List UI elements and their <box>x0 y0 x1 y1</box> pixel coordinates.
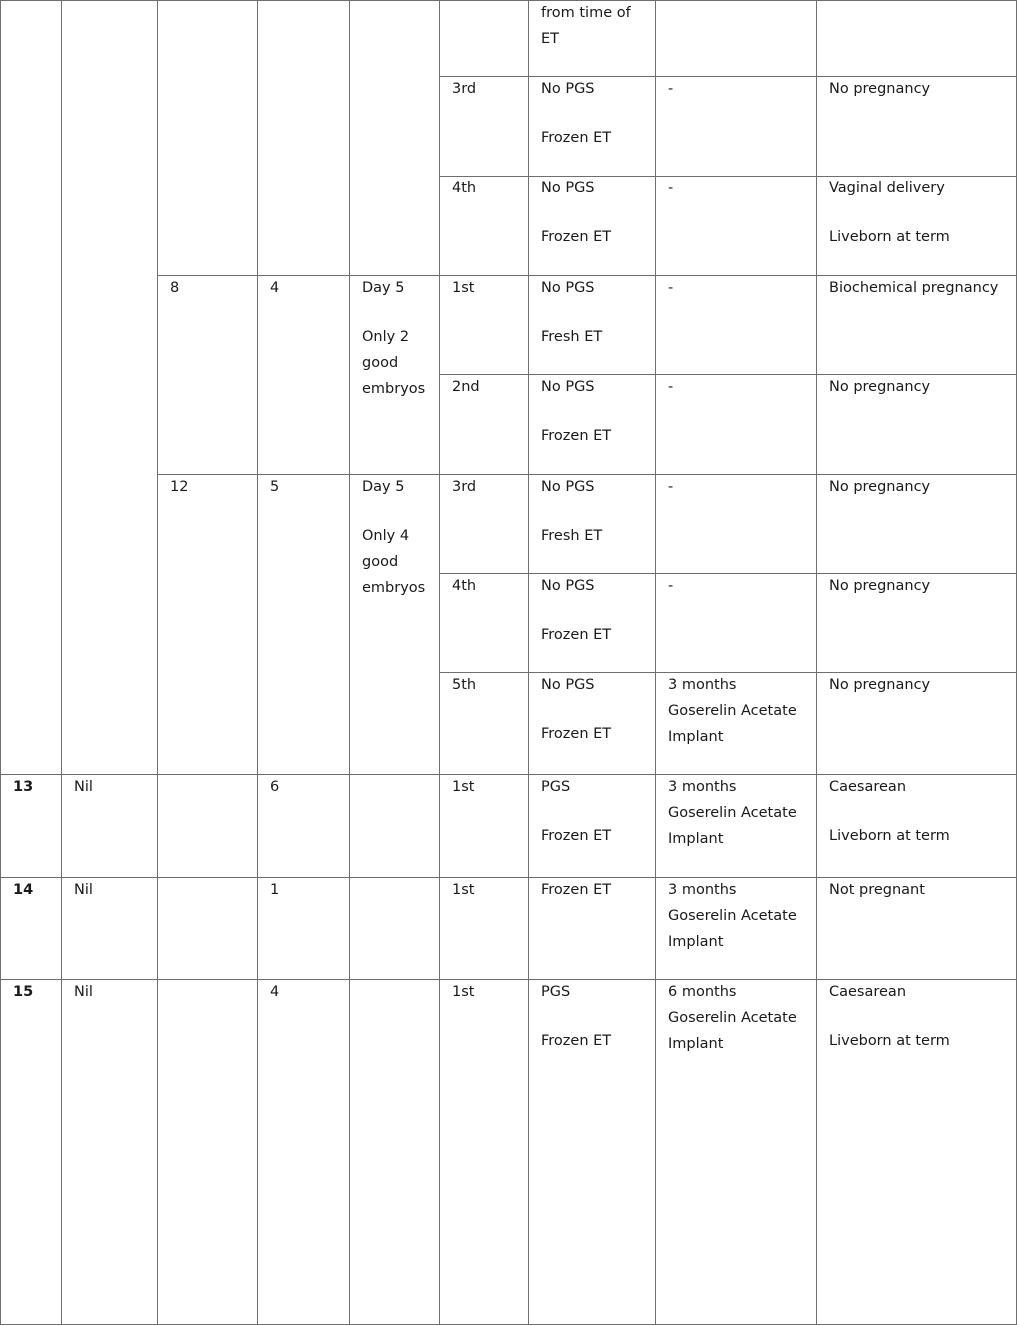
transfer-method <box>541 573 611 648</box>
cell-text: good <box>362 355 399 371</box>
cell-text: Biochemical pregnancy <box>829 280 999 296</box>
cell-text: 3rd <box>452 81 477 97</box>
outcome <box>829 374 930 400</box>
col-border-0 <box>0 0 1 1325</box>
cell-text: good <box>362 554 399 570</box>
cell-text: 6 <box>270 779 280 795</box>
cell-text: 1st <box>452 882 475 898</box>
cell-text: Goserelin Acetate <box>668 908 797 924</box>
row-border <box>0 0 1017 1</box>
cell-text: 1st <box>452 984 475 1000</box>
col-border-3 <box>257 0 258 1325</box>
cell-text: ET <box>541 31 560 47</box>
cell-text: 14 <box>13 882 34 898</box>
outcome <box>829 774 950 849</box>
transfer-method <box>541 774 611 849</box>
cell-text: 3rd <box>452 479 477 495</box>
cell-text: No PGS <box>541 479 595 495</box>
history <box>74 877 93 903</box>
transfer-number <box>452 877 474 903</box>
cell-text: Not pregnant <box>829 882 925 898</box>
cell-text: No pregnancy <box>829 81 931 97</box>
cell-text: - <box>668 578 674 594</box>
cell-text: No PGS <box>541 379 595 395</box>
cell-text: Frozen ET <box>541 1033 612 1049</box>
cell-text: 8 <box>170 280 180 296</box>
oocytes-retrieved <box>170 474 188 500</box>
cell-text: Implant <box>668 729 724 745</box>
cell-text: 15 <box>13 984 34 1000</box>
pretreatment <box>668 774 797 852</box>
cell-text: Day 5 <box>362 479 405 495</box>
patient-number <box>13 979 33 1005</box>
pretreatment <box>668 573 673 599</box>
cell-text: No PGS <box>541 81 595 97</box>
history <box>74 979 93 1005</box>
cell-text: 3 months <box>668 779 737 795</box>
embryos-count <box>270 979 279 1005</box>
cell-text: Liveborn at term <box>829 1033 950 1049</box>
cell-text: Goserelin Acetate <box>668 703 797 719</box>
transfer-method <box>541 474 602 549</box>
transfer-number <box>452 672 476 698</box>
row-border <box>439 374 1017 375</box>
cell-text: No PGS <box>541 280 595 296</box>
pretreatment <box>668 374 673 400</box>
oocytes-retrieved <box>170 275 179 301</box>
col-border-5 <box>439 0 440 1325</box>
cell-text: No pregnancy <box>829 578 931 594</box>
transfer-method <box>541 374 611 449</box>
cell-text: Implant <box>668 1036 724 1052</box>
cell-text: Fresh ET <box>541 528 603 544</box>
embryo-grading <box>362 474 425 601</box>
cell-text: Frozen ET <box>541 130 612 146</box>
cell-text: Goserelin Acetate <box>668 1010 797 1026</box>
outcome <box>829 672 930 698</box>
cell-text: 1st <box>452 779 475 795</box>
embryo-grading <box>362 275 425 402</box>
cell-text: Only 2 <box>362 329 410 345</box>
cell-text: No pregnancy <box>829 479 931 495</box>
col-border-4 <box>349 0 350 1325</box>
cell-text: 1 <box>270 882 280 898</box>
transfer-number <box>452 573 476 599</box>
cell-text: - <box>668 479 674 495</box>
outcome <box>829 573 930 599</box>
cell-text: - <box>668 280 674 296</box>
cell-text: No PGS <box>541 578 595 594</box>
cell-text: PGS <box>541 779 571 795</box>
cell-text: Nil <box>74 984 93 1000</box>
cell-text: embryos <box>362 580 426 596</box>
cell-text: No PGS <box>541 180 595 196</box>
row-border <box>439 76 1017 77</box>
embryos-count <box>270 275 279 301</box>
cell-text: embryos <box>362 381 426 397</box>
cell-text: 4 <box>270 280 280 296</box>
embryos-count <box>270 474 279 500</box>
cell-text: from time of <box>541 5 631 21</box>
col-border-8 <box>816 0 817 1325</box>
cell-text: Day 5 <box>362 280 405 296</box>
col-border-7 <box>655 0 656 1325</box>
outcome <box>829 175 950 250</box>
row-border <box>439 573 1017 574</box>
history <box>74 774 93 800</box>
cell-text: Caesarean <box>829 779 907 795</box>
cell-text: Nil <box>74 882 93 898</box>
cell-text: Liveborn at term <box>829 229 950 245</box>
pretreatment <box>668 877 797 955</box>
cell-text: PGS <box>541 984 571 1000</box>
transfer-method <box>541 877 611 903</box>
cell-text: Frozen ET <box>541 726 612 742</box>
cell-text: Caesarean <box>829 984 907 1000</box>
cell-text: 12 <box>170 479 189 495</box>
cell-text: Frozen ET <box>541 428 612 444</box>
transfer-method <box>541 672 611 747</box>
transfer-method <box>541 979 611 1054</box>
cell-text: 6 months <box>668 984 737 1000</box>
cell-text: 5th <box>452 677 477 693</box>
cell-text: 4 <box>270 984 280 1000</box>
cell-text: No pregnancy <box>829 677 931 693</box>
pretreatment <box>668 275 673 301</box>
transfer-method <box>541 175 611 250</box>
cell-text: Frozen ET <box>541 627 612 643</box>
cell-text: 1st <box>452 280 475 296</box>
cell-text: Goserelin Acetate <box>668 805 797 821</box>
cell-text: 3 months <box>668 882 737 898</box>
cell-text: Implant <box>668 831 724 847</box>
cell-text: Frozen ET <box>541 882 612 898</box>
pretreatment <box>668 979 797 1057</box>
col-border-2 <box>157 0 158 1325</box>
cell-text: No PGS <box>541 677 595 693</box>
transfer-details-continued <box>541 0 631 52</box>
cell-text: - <box>668 180 674 196</box>
cell-text: Frozen ET <box>541 828 612 844</box>
cell-text: No pregnancy <box>829 379 931 395</box>
cell-text: 4th <box>452 578 477 594</box>
patient-number <box>13 877 33 903</box>
outcome <box>829 275 998 301</box>
pretreatment <box>668 672 797 750</box>
transfer-number <box>452 774 474 800</box>
transfer-method <box>541 76 611 151</box>
cell-text: 4th <box>452 180 477 196</box>
cell-text: - <box>668 81 674 97</box>
outcome <box>829 979 950 1054</box>
outcome <box>829 474 930 500</box>
outcome <box>829 76 930 102</box>
transfer-number <box>452 76 476 102</box>
transfer-number <box>452 275 474 301</box>
pretreatment <box>668 76 673 102</box>
col-border-6 <box>528 0 529 1325</box>
cell-text: 5 <box>270 479 280 495</box>
patient-number <box>13 774 33 800</box>
transfer-method <box>541 275 602 350</box>
cell-text: Implant <box>668 934 724 950</box>
cell-text: 13 <box>13 779 34 795</box>
col-border-1 <box>61 0 62 1325</box>
pretreatment <box>668 474 673 500</box>
cell-text: Frozen ET <box>541 229 612 245</box>
cell-text: 3 months <box>668 677 737 693</box>
outcome <box>829 877 925 903</box>
cell-text: Fresh ET <box>541 329 603 345</box>
cell-text: - <box>668 379 674 395</box>
cell-text: Nil <box>74 779 93 795</box>
cell-text: 2nd <box>452 379 480 395</box>
transfer-number <box>452 175 476 201</box>
cell-text: Liveborn at term <box>829 828 950 844</box>
pretreatment <box>668 175 673 201</box>
transfer-number <box>452 474 476 500</box>
cell-text: Vaginal delivery <box>829 180 945 196</box>
embryos-count <box>270 877 279 903</box>
cell-text: Only 4 <box>362 528 410 544</box>
transfer-number <box>452 374 480 400</box>
transfer-number <box>452 979 474 1005</box>
embryos-count <box>270 774 279 800</box>
